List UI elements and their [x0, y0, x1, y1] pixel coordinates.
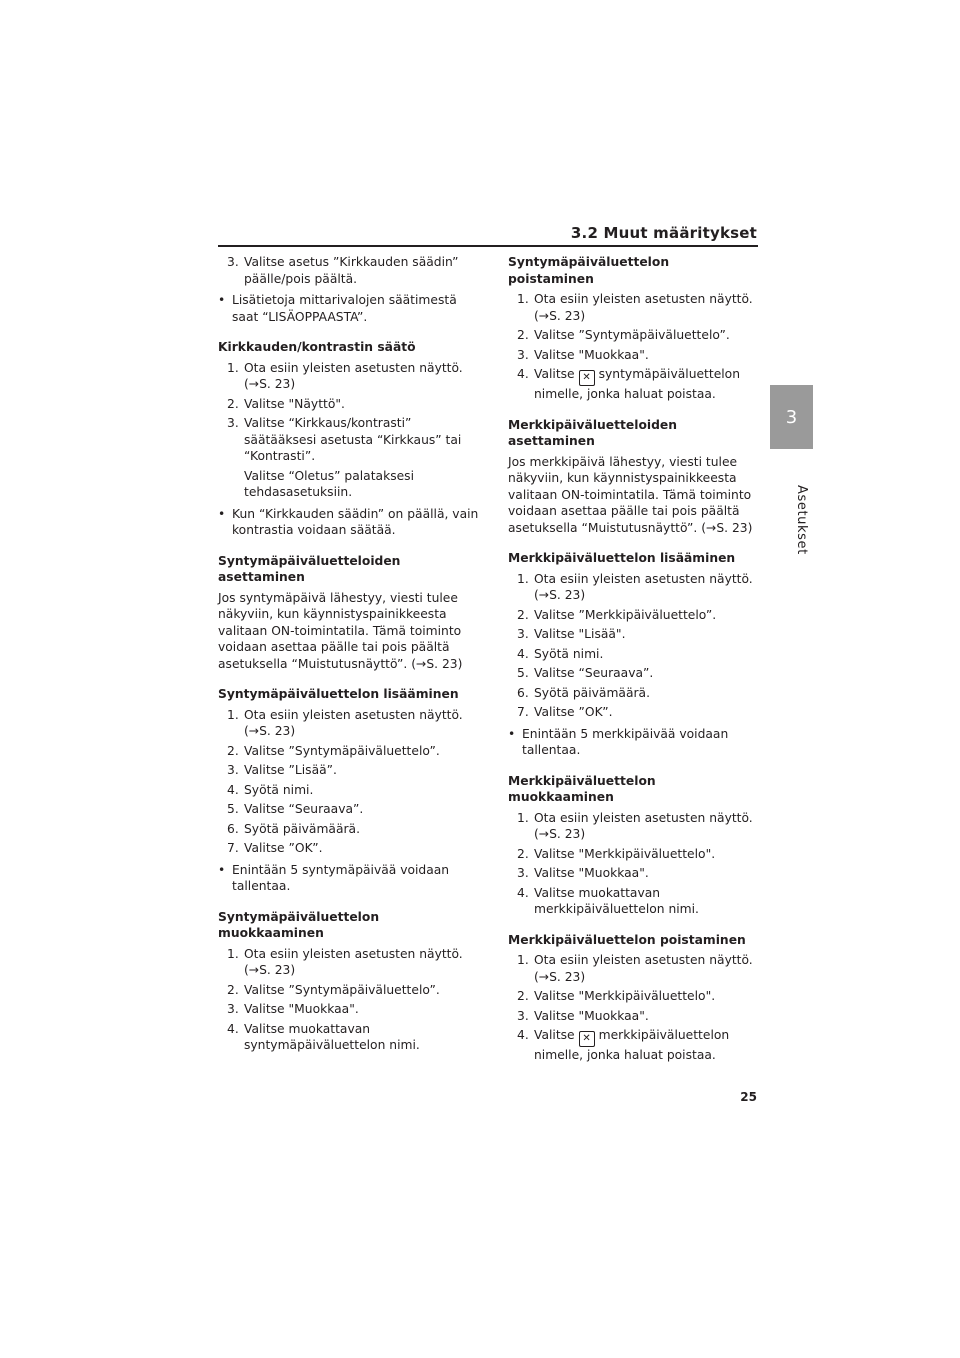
list-item: 1. Ota esiin yleisten asetusten näyttö. (→S. 23)	[517, 292, 753, 323]
list-item: 2. Valitse ”Syntymäpäiväluettelo”.	[227, 743, 440, 758]
list-item: 5. Valitse “Seuraava”.	[227, 802, 364, 816]
step-subnote: Valitse “Oletus” palataksesi tehdasasetuksiin.	[244, 468, 414, 499]
right-column	[508, 254, 758, 1067]
list-item: 5. Valitse “Seuraava”.	[517, 666, 654, 680]
list-item: 4. Valitse ✕ syntymäpäiväluettelon nimelle, jonka haluat poistaa.	[517, 367, 741, 401]
list-item: 3. Valitse "Muokkaa".	[517, 866, 649, 880]
chapter-tab-label: Asetukset	[794, 485, 809, 555]
note-bullet: • Enintään 5 syntymäpäivää voidaan tallentaa.	[218, 862, 450, 893]
list-item: 7. Valitse ”OK”.	[517, 705, 613, 719]
list-item: 6. Syötä päivämäärä.	[227, 821, 360, 836]
list-item: 2. Valitse ”Syntymäpäiväluettelo”.	[227, 982, 440, 997]
list-item: 2. Valitse ”Syntymäpäiväluettelo”.	[517, 328, 730, 342]
list-item: 4. Valitse ✕ merkkipäiväluettelon nimelle, jonka haluat poistaa.	[517, 1028, 730, 1062]
list-item: 4. Syötä nimi.	[517, 646, 604, 661]
list-item: 2. Valitse "Merkkipäiväluettelo".	[517, 846, 716, 861]
note-bullet: • Lisätietoja mittarivalojen säätimestä saat “LISÄOPPAASTA”.	[218, 293, 457, 324]
section-heading: Merkkipäiväluettelon poistaminen	[508, 932, 746, 947]
delete-x-icon: ✕	[579, 370, 595, 386]
note-bullet: • Kun “Kirkkauden säädin” on päällä, vain kontrastia voidaan säätää.	[218, 506, 479, 537]
header-rule	[218, 245, 758, 247]
section-heading: Syntymäpäiväluettelon muokkaaminen	[218, 909, 380, 940]
list-item: 3. Valitse "Muokkaa".	[227, 1002, 359, 1016]
list-item: 1. Ota esiin yleisten asetusten näyttö. (→S. 23)	[517, 571, 753, 602]
list-item: 1. Ota esiin yleisten asetusten näyttö. (→S. 23)	[227, 946, 463, 977]
list-item: 3. Valitse "Muokkaa".	[517, 1008, 649, 1023]
section-header-title: 3.2 Muut määritykset	[570, 224, 757, 242]
list-item: 4. Valitse muokattavan merkkipäiväluettelon nimi.	[517, 885, 699, 916]
section-heading: Syntymäpäiväluettelon poistaminen	[508, 255, 670, 286]
section-heading: Syntymäpäiväluetteloiden asettaminen	[218, 553, 401, 584]
list-item: 3. Valitse “Kirkkaus/kontrasti” säätääksesi asetusta “Kirkkaus” tai “Kontrasti”.	[227, 416, 462, 463]
list-item: 3. Valitse "Muokkaa".	[517, 347, 649, 362]
list-item: 1. Ota esiin yleisten asetusten näyttö. (→S. 23)	[227, 707, 463, 738]
list-item: 2. Valitse "Näyttö".	[227, 396, 345, 411]
section-paragraph: Jos merkkipäivä lähestyy, viesti tulee näkyviin, kun käynnistyspainikkeesta valitaan ON-toimintatila. Tämä toiminto voidaan asettaa päälle tai pois päältä asetuksella “Muistutusnäyttö”. (→S. 23)	[508, 454, 753, 535]
list-item: 1. Ota esiin yleisten asetusten näyttö. (→S. 23)	[517, 810, 753, 841]
left-column	[218, 254, 480, 1057]
list-item: 3. Valitse "Lisää".	[517, 627, 626, 641]
list-item: 2. Valitse ”Merkkipäiväluettelo”.	[517, 607, 717, 622]
section-heading: Syntymäpäiväluettelon lisääminen	[218, 687, 459, 701]
page-number: 25	[740, 1090, 757, 1104]
section-heading: Merkkipäiväluettelon muokkaaminen	[508, 773, 656, 804]
list-item: 1. Ota esiin yleisten asetusten näyttö. (→S. 23)	[517, 953, 753, 984]
chapter-tab	[770, 385, 813, 449]
list-item: 6. Syötä päivämäärä.	[517, 685, 650, 700]
list-item: 4. Syötä nimi.	[227, 782, 314, 797]
delete-x-icon: ✕	[579, 1031, 595, 1047]
section-paragraph: Jos syntymäpäivä lähestyy, viesti tulee näkyviin, kun käynnistyspainikkeesta valitaan ON-toimintatila. Tämä toiminto voidaan asettaa päälle tai pois päältä asetuksella “Muistutusnäyttö”. (→S. 23)	[218, 590, 463, 671]
section-heading: Merkkipäiväluetteloiden asettaminen	[508, 417, 678, 448]
list-item: 7. Valitse ”OK”.	[227, 841, 323, 855]
section-heading: Kirkkauden/kontrastin säätö	[218, 340, 416, 354]
list-item: 3. Valitse ”Lisää”.	[227, 763, 337, 777]
list-item: 2. Valitse "Merkkipäiväluettelo".	[517, 989, 716, 1003]
section-heading: Merkkipäiväluettelon lisääminen	[508, 551, 736, 565]
note-bullet: • Enintään 5 merkkipäivää voidaan tallentaa.	[508, 726, 729, 757]
chapter-tab-number: 3	[785, 406, 798, 428]
list-item: 3. Valitse asetus ”Kirkkauden säädin” päälle/pois päältä.	[227, 255, 459, 286]
list-item: 4. Valitse muokattavan syntymäpäiväluettelon nimi.	[227, 1021, 420, 1052]
list-item: 1. Ota esiin yleisten asetusten näyttö. (→S. 23)	[227, 360, 463, 391]
